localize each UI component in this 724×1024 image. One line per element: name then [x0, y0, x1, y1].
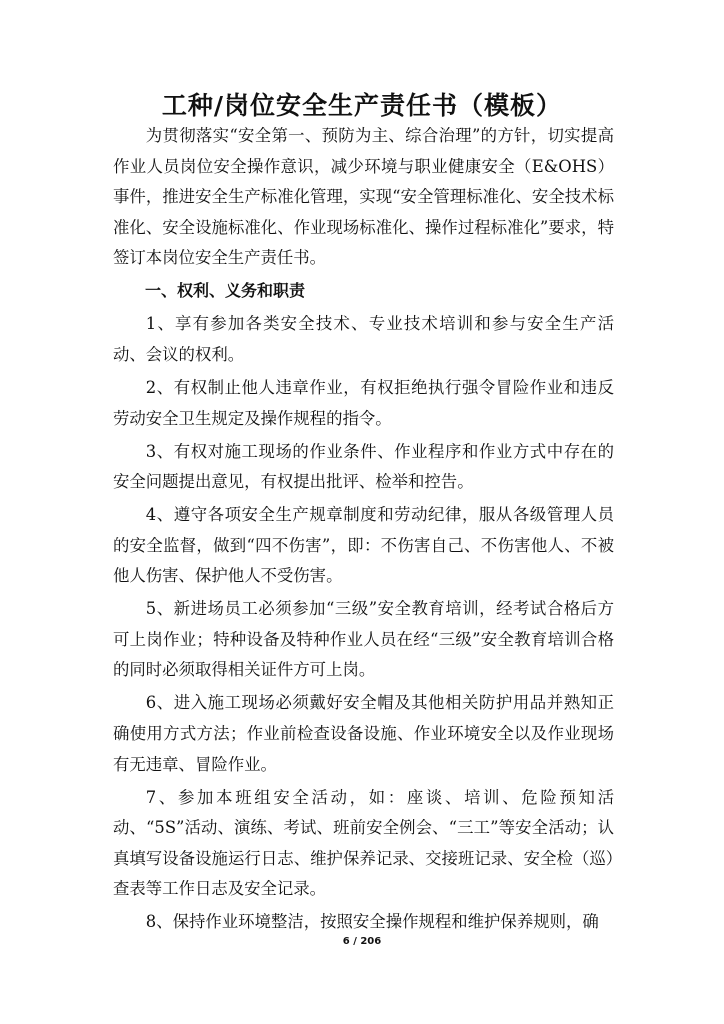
list-item: 6、进入施工现场必须戴好安全帽及其他相关防护用品并熟知正确使用方式方法；作业前检查设备设施、作业环境安全以及作业现场有无违章、冒险作业。: [113, 693, 614, 774]
intro-paragraph: 为贯彻落实“安全第一、预防为主、综合治理”的方针，切实提高作业人员岗位安全操作意识，减少环境与职业健康安全（E&OHS）事件，推进安全生产标准化管理，实现“安全管理标准化、安全技术标准化、安全设施标准化、作业现场标准化、操作过程标准化”要求，特签订本岗位安全生产责任书。: [113, 126, 614, 268]
list-item: 1、享有参加各类安全技术、专业技术培训和参与安全生产活动、会议的权利。: [113, 314, 614, 364]
page-number: 6 / 206: [342, 936, 382, 947]
list-item: 8、保持作业环境整洁，按照安全操作规程和维护保养规则，确: [145, 912, 599, 932]
list-item: 2、有权制止他人违章作业，有权拒绝执行强令冒险作业和违反劳动安全卫生规定及操作规程的指令。: [113, 377, 614, 428]
list-item: 3、有权对施工现场的作业条件、作业程序和作业方式中存在的安全问题提出意见，有权提出批评、检举和控告。: [113, 441, 614, 492]
list-item: 7、参加本班组安全活动，如：座谈、培训、危险预知活动、“5S”活动、演练、考试、班前安全例会、“三工”等安全活动；认真填写设备设施运行日志、维护保养记录、交接班记录、安全检（巡）查表等工作日志及安全记录。: [113, 787, 614, 899]
list-item: 4、遵守各项安全生产规章制度和劳动纪律，服从各级管理人员的安全监督，做到“四不伤害”，即：不伤害自己、不伤害他人、不被他人伤害、保护他人不受伤害。: [113, 505, 614, 586]
document-body: [113, 121, 614, 940]
list-item: 5、新进场员工必须参加“三级”安全教育培训，经考试合格后方可上岗作业；特种设备及特种作业人员在经“三级”安全教育培训合格的同时必须取得相关证件方可上岗。: [113, 599, 614, 680]
section-heading: 一、权利、义务和职责: [145, 281, 306, 301]
document-title: 工种/岗位安全生产责任书（模板）: [161, 91, 563, 120]
